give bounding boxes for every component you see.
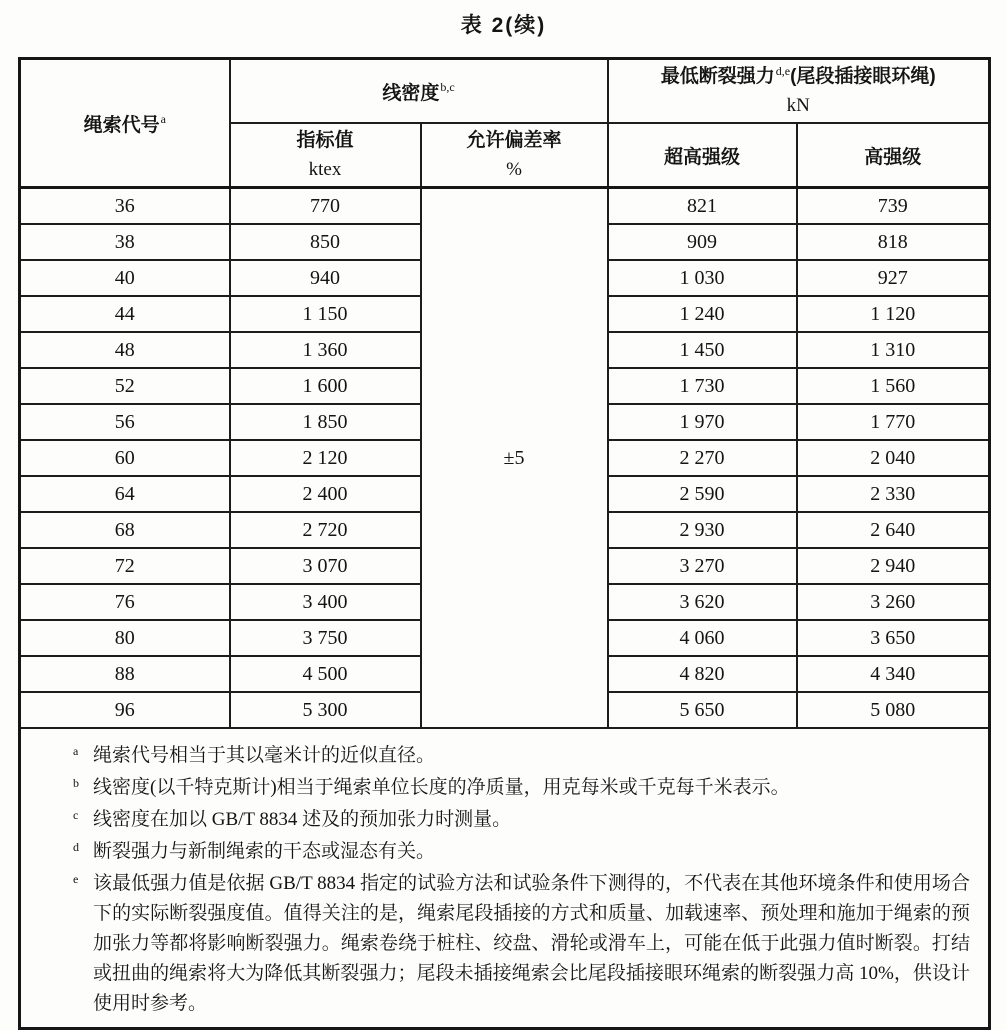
cell-index-value: 1 850 xyxy=(230,404,421,440)
footnote-item xyxy=(73,869,970,1019)
cell-deviation-merged: ±5 xyxy=(421,188,608,729)
footnote-ref-de: d,e xyxy=(775,63,791,78)
footnote-marker: b xyxy=(73,776,79,790)
table-title: 表 2(续) xyxy=(460,14,547,37)
cell-index-value: 2 120 xyxy=(230,440,421,476)
cell-index-value: 3 750 xyxy=(230,620,421,656)
table-row xyxy=(20,188,990,225)
footnote-marker: e xyxy=(73,872,79,886)
header-min-strength xyxy=(608,59,990,124)
cell-ultra-high-strength: 5 650 xyxy=(608,692,797,728)
cell-rope-code: 68 xyxy=(20,512,230,548)
cell-ultra-high-strength: 1 450 xyxy=(608,332,797,368)
header-linear-density-label: 线密度 xyxy=(382,82,440,104)
cell-ultra-high-strength: 3 270 xyxy=(608,548,797,584)
cell-ultra-high-strength: 1 030 xyxy=(608,260,797,296)
table-footer xyxy=(20,728,990,1029)
header-index-value-label: 指标值 xyxy=(296,130,354,151)
cell-ultra-high-strength: 2 270 xyxy=(608,440,797,476)
cell-rope-code: 44 xyxy=(20,296,230,332)
header-min-strength-unit: kN xyxy=(786,95,810,116)
header-deviation-label: 允许偏差率 xyxy=(466,130,562,151)
header-rope-code xyxy=(20,59,230,188)
header-ultra-high-grade: 超高强级 xyxy=(608,123,797,188)
cell-high-strength: 2 940 xyxy=(797,548,990,584)
rope-spec-table xyxy=(18,57,991,1030)
header-linear-density xyxy=(230,59,608,124)
footnote-text: 断裂强力与新制绳索的干态或湿态有关。 xyxy=(93,841,436,862)
cell-ultra-high-strength: 4 060 xyxy=(608,620,797,656)
cell-ultra-high-strength: 4 820 xyxy=(608,656,797,692)
cell-high-strength: 1 770 xyxy=(797,404,990,440)
footnotes-section xyxy=(20,728,990,1029)
cell-index-value: 2 720 xyxy=(230,512,421,548)
header-row-1 xyxy=(20,59,990,124)
footnote-ref-a: a xyxy=(160,112,166,127)
header-index-value-unit: ktex xyxy=(308,159,342,180)
header-index-value xyxy=(230,123,421,188)
cell-index-value: 1 360 xyxy=(230,332,421,368)
cell-rope-code: 36 xyxy=(20,188,230,225)
cell-index-value: 3 070 xyxy=(230,548,421,584)
cell-ultra-high-strength: 909 xyxy=(608,224,797,260)
cell-high-strength: 927 xyxy=(797,260,990,296)
footnote-marker: c xyxy=(73,808,79,822)
footnote-item xyxy=(73,805,970,835)
cell-high-strength: 1 120 xyxy=(797,296,990,332)
cell-index-value: 1 150 xyxy=(230,296,421,332)
cell-high-strength: 4 340 xyxy=(797,656,990,692)
cell-rope-code: 38 xyxy=(20,224,230,260)
cell-index-value: 940 xyxy=(230,260,421,296)
footnote-text: 线密度(以千特克斯计)相当于绳索单位长度的净质量，用克每米或千克每千米表示。 xyxy=(93,777,790,798)
header-high-grade: 高强级 xyxy=(797,123,990,188)
cell-ultra-high-strength: 1 730 xyxy=(608,368,797,404)
footnote-text: 绳索代号相当于其以毫米计的近似直径。 xyxy=(93,745,436,766)
cell-high-strength: 2 040 xyxy=(797,440,990,476)
cell-index-value: 4 500 xyxy=(230,656,421,692)
cell-ultra-high-strength: 1 970 xyxy=(608,404,797,440)
footnote-ref-bc: b,c xyxy=(440,80,455,95)
cell-rope-code: 52 xyxy=(20,368,230,404)
header-deviation xyxy=(421,123,608,188)
cell-index-value: 5 300 xyxy=(230,692,421,728)
header-deviation-unit: % xyxy=(506,159,522,180)
cell-rope-code: 76 xyxy=(20,584,230,620)
cell-ultra-high-strength: 2 590 xyxy=(608,476,797,512)
cell-high-strength: 739 xyxy=(797,188,990,225)
cell-rope-code: 56 xyxy=(20,404,230,440)
cell-high-strength: 3 650 xyxy=(797,620,990,656)
header-min-strength-suffix: (尾段插接眼环绳) xyxy=(790,66,936,87)
cell-high-strength: 1 560 xyxy=(797,368,990,404)
table-header xyxy=(20,59,990,188)
cell-index-value: 850 xyxy=(230,224,421,260)
cell-rope-code: 72 xyxy=(20,548,230,584)
cell-ultra-high-strength: 1 240 xyxy=(608,296,797,332)
cell-index-value: 3 400 xyxy=(230,584,421,620)
cell-index-value: 1 600 xyxy=(230,368,421,404)
cell-high-strength: 818 xyxy=(797,224,990,260)
footnote-marker: a xyxy=(73,744,79,758)
cell-rope-code: 64 xyxy=(20,476,230,512)
footnotes-row xyxy=(20,728,990,1029)
header-min-strength-label: 最低断裂强力 xyxy=(660,66,775,87)
cell-index-value: 770 xyxy=(230,188,421,225)
cell-high-strength: 2 330 xyxy=(797,476,990,512)
header-rope-code-label: 绳索代号 xyxy=(83,114,160,136)
footnote-item xyxy=(73,773,970,803)
cell-rope-code: 40 xyxy=(20,260,230,296)
footnote-item xyxy=(73,837,970,867)
header-min-strength-title xyxy=(609,62,989,91)
cell-high-strength: 5 080 xyxy=(797,692,990,728)
footnote-marker: d xyxy=(73,840,79,854)
footnote-item xyxy=(73,741,970,771)
cell-high-strength: 3 260 xyxy=(797,584,990,620)
cell-rope-code: 80 xyxy=(20,620,230,656)
cell-ultra-high-strength: 2 930 xyxy=(608,512,797,548)
cell-rope-code: 60 xyxy=(20,440,230,476)
cell-rope-code: 88 xyxy=(20,656,230,692)
cell-rope-code: 96 xyxy=(20,692,230,728)
cell-index-value: 2 400 xyxy=(230,476,421,512)
cell-high-strength: 2 640 xyxy=(797,512,990,548)
table-body xyxy=(20,188,990,729)
footnote-text: 线密度在加以 GB/T 8834 述及的预加张力时测量。 xyxy=(93,809,512,830)
cell-ultra-high-strength: 821 xyxy=(608,188,797,225)
cell-ultra-high-strength: 3 620 xyxy=(608,584,797,620)
cell-high-strength: 1 310 xyxy=(797,332,990,368)
footnote-text: 该最低强力值是依据 GB/T 8834 指定的试验方法和试验条件下测得的，不代表在其他环境条件和使用场合下的实际断裂强度值。值得关注的是，绳索尾段插接的方式和质量、加载速率、预处理和施加于绳索的预加张力等都将影响断裂强力。绳索卷绕于桩柱、绞盘、滑轮或滑车上，可能在低于此强力值时断裂。打结或扭曲的绳索将大为降低其断裂强力；尾段未插接绳索会比尾段插接眼环绳索的断裂强力高 10%，供设计使用时参考。 xyxy=(93,873,970,1014)
cell-rope-code: 48 xyxy=(20,332,230,368)
